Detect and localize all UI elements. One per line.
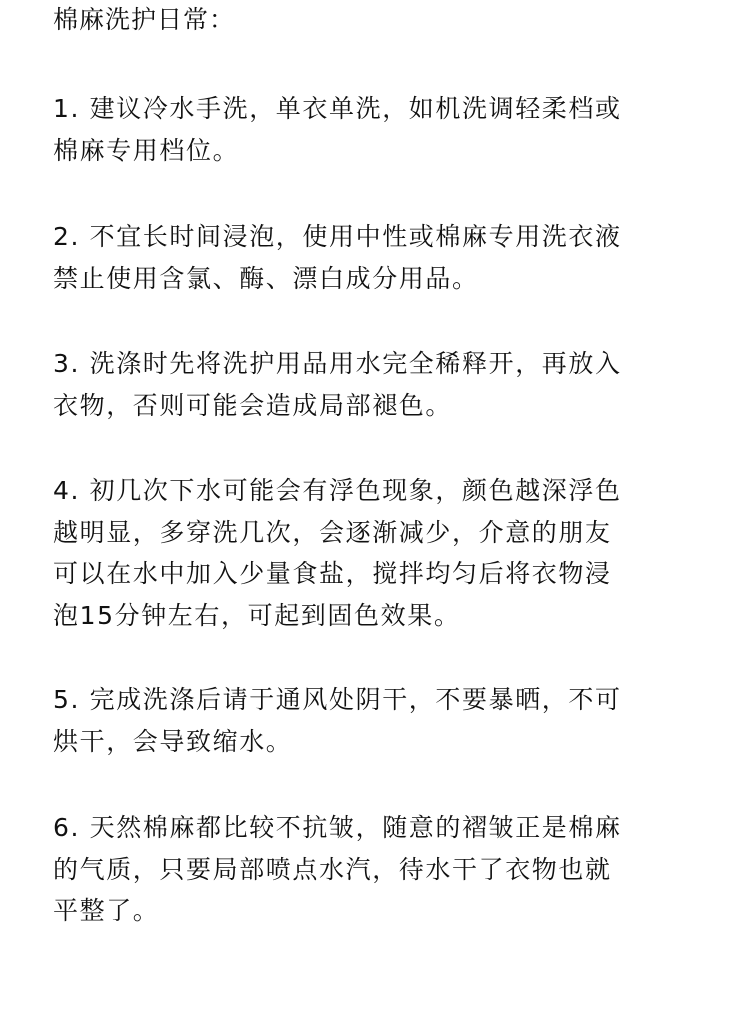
care-item-3-line-1: 3. 洗涤时先将洗护用品用水完全稀释开，再放入 [53, 349, 622, 378]
care-item-3 [53, 343, 622, 426]
care-instructions-document [53, 4, 713, 925]
care-item-5-line-2: 烘干，会导致缩水。 [53, 726, 293, 756]
care-item-4-line-2: 越明显，多穿洗几次，会逐渐减少，介意的朋友 [53, 517, 612, 547]
care-item-4-line-3: 可以在水中加入少量食盐，搅拌均匀后将衣物浸 [53, 559, 612, 588]
care-item-6-line-3: 平整了。 [53, 896, 160, 925]
care-item-6-line-1: 6. 天然棉麻都比较不抗皱，随意的褶皱正是棉麻 [53, 813, 622, 842]
care-item-6 [53, 807, 622, 932]
care-item-1-line-1: 1. 建议冷水手洗，单衣单洗，如机洗调轻柔档或 [53, 94, 622, 123]
care-item-5-line-1: 5. 完成洗涤后请于通风处阴干，不要暴晒，不可 [53, 685, 622, 714]
care-item-2-line-2: 禁止使用含氯、酶、漂白成分用品。 [53, 263, 479, 293]
care-item-2 [53, 216, 622, 299]
care-item-4-line-1: 4. 初几次下水可能会有浮色现象，颜色越深浮色 [53, 476, 622, 505]
care-item-3-line-2: 衣物，否则可能会造成局部褪色。 [53, 390, 453, 420]
care-item-6-line-2: 的气质，只要局部喷点水汽，待水干了衣物也就 [53, 854, 612, 884]
care-item-4-line-4: 泡15分钟左右，可起到固色效果。 [53, 600, 461, 630]
care-item-5 [53, 679, 622, 762]
care-item-4 [53, 470, 622, 636]
care-item-1-line-2: 棉麻专用档位。 [53, 135, 240, 165]
care-item-2-line-1: 2. 不宜长时间浸泡，使用中性或棉麻专用洗衣液 [53, 222, 622, 251]
document-title: 棉麻洗护日常： [53, 5, 236, 34]
care-item-1 [53, 88, 622, 171]
